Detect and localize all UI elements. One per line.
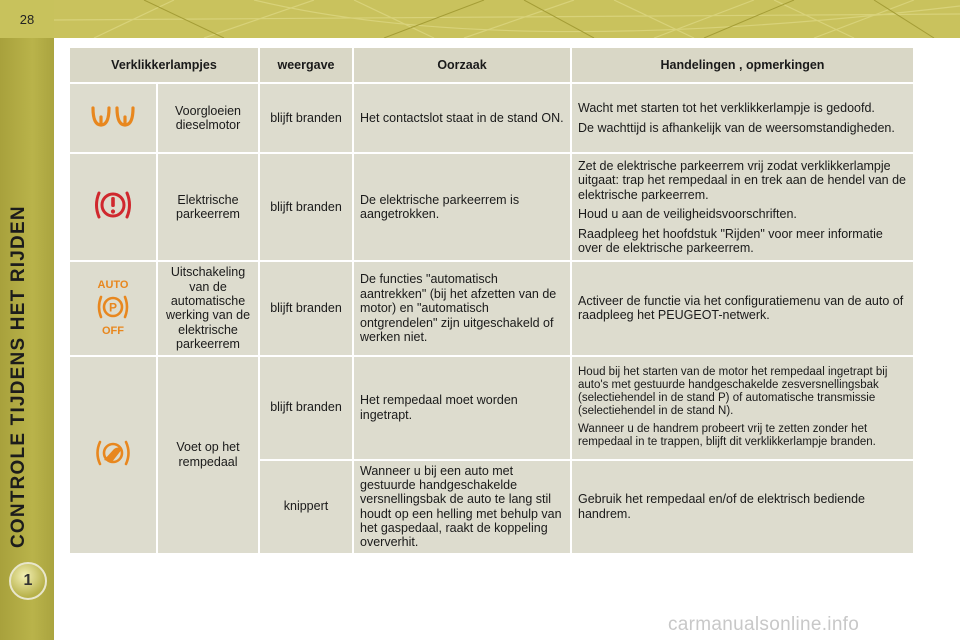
action-text: Activeer de functie via het configuratiemenu van de auto of raadpleeg het PEUGEOT-netwerk. — [578, 294, 904, 323]
table-row — [70, 154, 913, 260]
action-text: Houd u aan de veiligheidsvoorschriften. — [578, 207, 797, 222]
action-text: Gebruik het rempedaal en/of de elektrisch bediende handrem. — [578, 492, 865, 521]
chapter-badge: 1 — [9, 562, 47, 600]
display-state: blijft branden — [260, 154, 352, 260]
cause-text: Het contactslot staat in de stand ON. — [354, 84, 570, 152]
glow-plug-icon — [90, 103, 136, 132]
cause-text: De elektrische parkeerrem is aangetrokken. — [354, 154, 570, 260]
display-state: knippert — [260, 461, 352, 553]
display-state: blijft branden — [260, 357, 352, 459]
parking-brake-icon — [93, 187, 133, 226]
light-name: Voorgloeien dieselmotor — [158, 84, 258, 152]
actions-cell — [572, 262, 913, 354]
actions-cell — [572, 357, 913, 459]
action-text: Zet de elektrische parkeerrem vrij zodat verklikkerlampje uitgaat: trap het rempedaal in en trek aan de hendel van de elektrische parkeerrem. — [578, 159, 907, 202]
cause-text: De functies "automatisch aantrekken" (bij het afzetten van de motor) en "automatisch ontgrendelen" zijn uitgeschakeld of werken niet. — [354, 262, 570, 354]
display-state: blijft branden — [260, 262, 352, 354]
cause-text: Het rempedaal moet worden ingetrapt. — [354, 357, 570, 459]
p-label: P — [108, 300, 118, 315]
actions-cell — [572, 154, 913, 260]
icon-cell — [70, 357, 156, 553]
action-text: Wanneer u de handrem probeert vrij te zetten zonder het rempedaal in te trappen, blijft dit verklikkerlampje branden. — [578, 422, 876, 448]
light-name: Uitschakeling van de automatische werking van de elektrische parkeerrem — [158, 262, 258, 354]
auto-parking-off-icon — [91, 277, 135, 340]
table-row — [70, 357, 913, 459]
icon-cell — [70, 84, 156, 152]
action-text: Wacht met starten tot het verklikkerlampje is gedoofd. — [578, 101, 875, 116]
actions-cell — [572, 84, 913, 152]
header-cause: Oorzaak — [354, 48, 570, 82]
actions-cell — [572, 461, 913, 553]
header-actions: Handelingen , opmerkingen — [572, 48, 913, 82]
action-text: De wachttijd is afhankelijk van de weersomstandigheden. — [578, 120, 895, 135]
off-label: OFF — [102, 324, 124, 337]
watermark: carmanualsonline.info — [668, 614, 860, 635]
auto-label: AUTO — [97, 278, 129, 291]
chapter-title: CONTROLE TIJDENS HET RIJDEN — [8, 205, 29, 548]
icon-cell — [70, 154, 156, 260]
warning-lights-table — [68, 46, 915, 555]
light-name: Elektrische parkeerrem — [158, 154, 258, 260]
table-row — [70, 262, 913, 354]
header-decoration — [54, 0, 960, 38]
action-text: Raadpleeg het hoofdstuk "Rijden" voor meer informatie over de elektrische parkeerrem. — [578, 226, 883, 255]
action-text: Houd bij het starten van de motor het rempedaal ingetrapt bij auto's met gestuurde handgeschakelde zesversnellingsbak (selectiehendel in de stand P) of automatische transmissie (selectiehendel in de stand N). — [578, 366, 888, 417]
header-display: weergave — [260, 48, 352, 82]
foot-on-brake-icon — [92, 436, 134, 473]
cause-text: Wanneer u bij een auto met gestuurde handgeschakelde versnellingsbak de auto te lang stil houdt op een helling met behulp van het gaspedaal, raakt de koppeling oververhit. — [354, 461, 570, 553]
chapter-sidebar — [0, 0, 54, 640]
header-band — [54, 0, 960, 38]
table-header-row — [70, 48, 913, 82]
page-number: 28 — [0, 0, 54, 38]
table-row — [70, 84, 913, 152]
display-state: blijft branden — [260, 84, 352, 152]
icon-cell — [70, 262, 156, 354]
header-warning-lights: Verklikkerlampjes — [70, 48, 258, 82]
light-name: Voet op het rempedaal — [158, 357, 258, 553]
